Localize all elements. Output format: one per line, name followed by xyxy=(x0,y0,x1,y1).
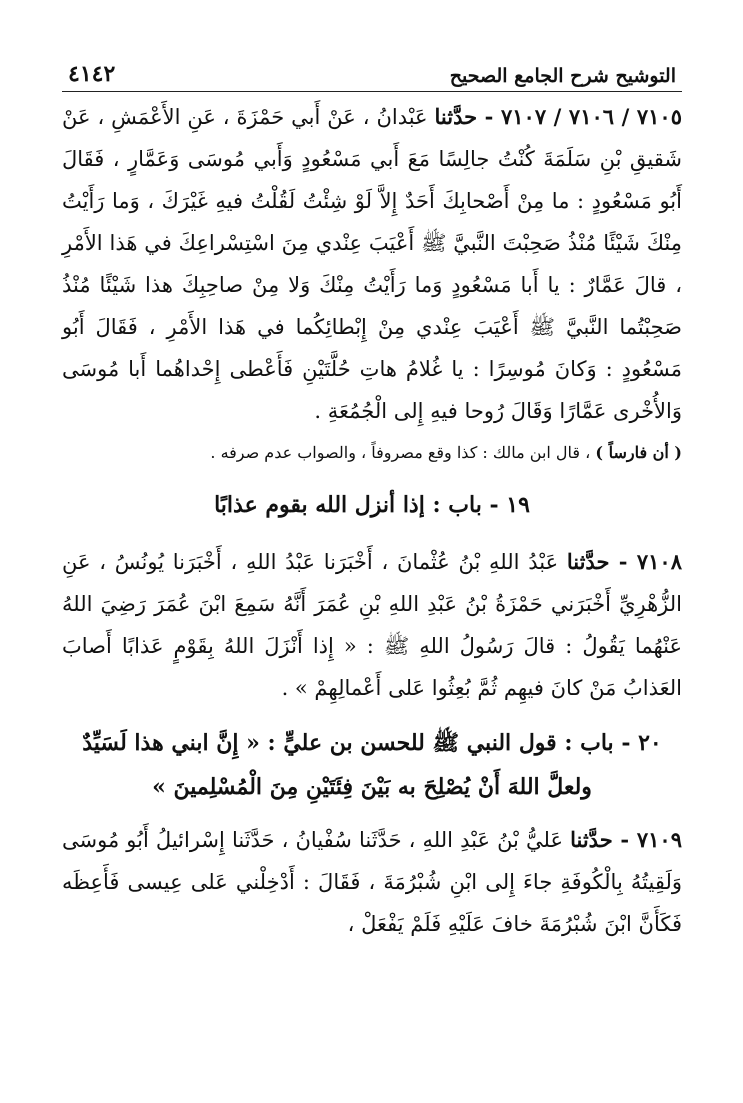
chapter-20-heading-line1: ٢٠ - باب : قول النبي ﷺ للحسن بن عليٍّ : « إِنَّ ابني هذا لَسَيِّدٌ xyxy=(82,730,662,756)
page-header xyxy=(62,58,682,92)
hadith-7105-number: ٧١٠٥ / ٧١٠٦ / ٧١٠٧ - حدَّثنا xyxy=(434,104,682,129)
running-title: التوشيح شرح الجامع الصحيح xyxy=(449,65,676,87)
hadith-7109-text: عَليُّ بْنُ عَبْدِ اللهِ ، حَدَّثَنا سُفْيانُ ، حَدَّثَنا إِسْرائيلُ أَبُو مُوسَى وَلَقِيتُهُ بِالْكُوفَةِ جاءَ إِلى ابْنِ شُبْرُمَةَ ، فَقَالَ : أَدْخِلْني عَلى عِيسى فَأَعِظَه فَكَأَنَّ ابْنَ شُبْرُمَةَ خافَ عَلَيْهِ فَلَمْ يَفْعَلْ ، xyxy=(62,828,682,936)
hadith-7109 xyxy=(62,819,682,945)
hadith-7105 xyxy=(62,96,682,432)
hadith-7108-text: عَبْدُ اللهِ بْنُ عُثْمانَ ، أَخْبَرَنا عَبْدُ اللهِ ، أَخْبَرَنا يُونُسُ ، عَنِ الزُّهْرِيِّ أَخْبَرَني حَمْزَةُ بْنُ عَبْدِ اللهِ بْنِ عُمَرَ أَنَّهُ سَمِعَ ابْنَ عُمَرَ رَضِيَ اللهُ عَنْهُما يَقُولُ : قالَ رَسُولُ اللهِ ﷺ : « إِذا أَنْزَلَ اللهُ بِقَوْمٍ عَذابًا أَصابَ العَذابُ مَنْ كانَ فيهِم ثُمَّ بُعِثُوا عَلى أَعْمالِهِمْ » . xyxy=(62,550,682,700)
chapter-19-heading: ١٩ - باب : إذا أنزل الله بقوم عذابًا xyxy=(214,492,530,518)
commentary-note xyxy=(62,436,682,469)
commentary-note-lead: ( أن فارساً ) xyxy=(595,443,682,462)
hadith-7109-number: ٧١٠٩ - حدَّثنا xyxy=(570,827,682,852)
book-page xyxy=(62,58,682,1088)
commentary-note-text: ، قال ابن مالك : كذا وقع مصروفاً ، والصواب عدم صرفه . xyxy=(210,443,591,462)
hadith-7108 xyxy=(62,541,682,709)
chapter-20-heading-line2: ولعلَّ اللهَ أَنْ يُصْلِحَ به بَيْنَ فِئَتَيْنِ مِنَ الْمُسْلِمينَ » xyxy=(152,774,592,800)
chapter-20-heading xyxy=(62,721,682,809)
hadith-7105-text: عَبْدانُ ، عَنْ أَبي حَمْزَةَ ، عَنِ الأَعْمَشِ ، عَنْ شَقيقِ بْنِ سَلَمَةَ كُنْتُ جالِسًا مَعَ أَبي مَسْعُودٍ وَأَبي مُوسَى وَعَمَّارٍ ، فَقَالَ أَبُو مَسْعُودٍ : ما مِنْ أَصْحابِكَ أَحَدٌ إِلاَّ لَوْ شِئْتُ لَقُلْتُ فيهِ غَيْرَكَ ، وَما رَأَيْتُ مِنْكَ شَيْئًا مُنْذُ صَحِبْتَ النَّبيَّ ﷺ أَعْيَبَ عِنْدي مِنَ اسْتِسْراعِكَ في هَذا الأَمْرِ ، قالَ عَمَّارٌ : يا أَبا مَسْعُودٍ وَما رَأَيْتُ مِنْكَ وَلا مِنْ صاحِبِكَ هذا شَيْئًا مُنْذُ صَحِبْتُما النَّبيَّ ﷺ أَعْيَبَ عِنْدي مِنْ إِبْطائِكُما في هَذا الأَمْرِ ، فَقَالَ أَبُو مَسْعُودٍ : وَكانَ مُوسِرًا : يا غُلامُ هاتِ حُلَّتَيْنِ فَأَعْطى إِحْداهُما أَبا مُوسَى وَالأُخْرى عَمَّارًا وَقَالَ رُوحا فيهِ إِلى الْجُمُعَةِ . xyxy=(62,105,682,423)
page-number: ٤١٤٢ xyxy=(68,61,116,87)
hadith-7108-number: ٧١٠٨ - حدَّثنا xyxy=(566,549,682,574)
